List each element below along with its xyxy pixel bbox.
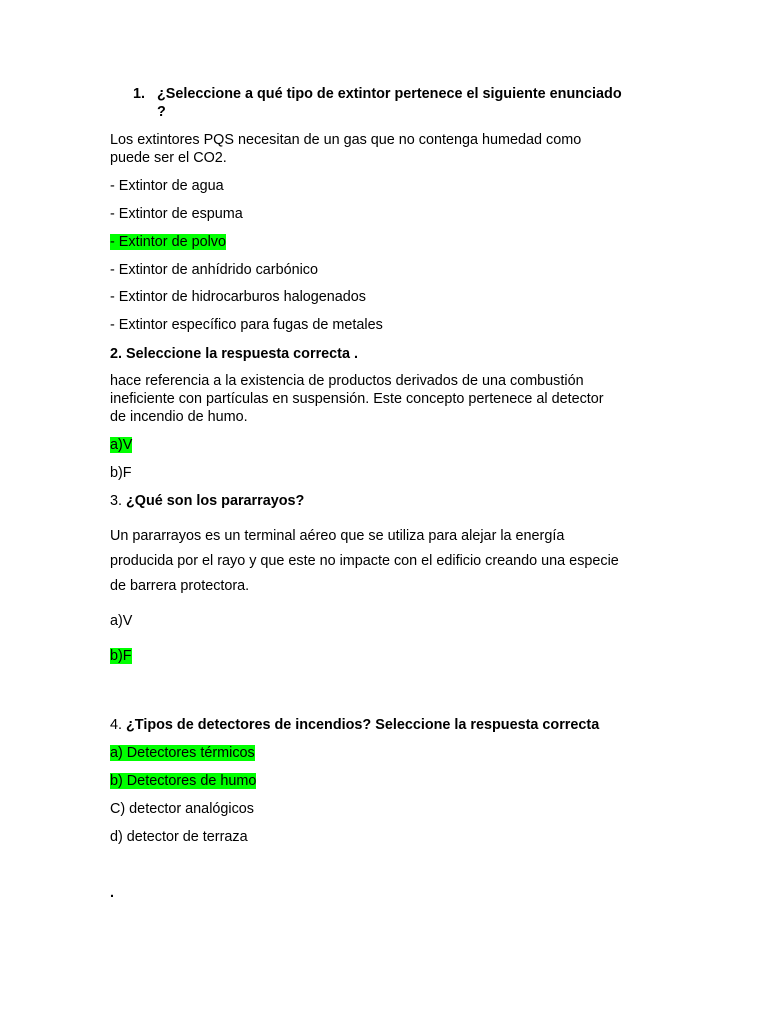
q4-option-b-highlight: b) Detectores de humo: [110, 773, 257, 789]
q4-option-a-correct: [110, 744, 255, 762]
q2-statement-line1: hace referencia a la existencia de productos derivados de una combustión: [110, 373, 584, 389]
q4-option-c: C) detector analógicos: [110, 801, 254, 817]
q1-option-1: - Extintor de agua: [110, 178, 224, 194]
q1-option-5: - Extintor de hidrocarburos halogenados: [110, 289, 366, 305]
q3-statement-line1: Un pararrayos es un terminal aéreo que se utiliza para alejar la energía: [110, 528, 565, 544]
q1-option-3-highlight: - Extintor de polvo: [110, 234, 226, 250]
q3-statement-line2: producida por el rayo y que este no impacte con el edificio creando una especie: [110, 553, 619, 569]
q4-option-b-correct: [110, 772, 256, 790]
q3-option-a: a)V: [110, 613, 133, 629]
q1-option-6: - Extintor específico para fugas de metales: [110, 317, 383, 333]
q3-option-b-correct: [110, 647, 132, 665]
q2-statement-line3: de incendio de humo.: [110, 409, 248, 425]
q2-option-b: b)F: [110, 465, 132, 481]
q1-number: 1.: [133, 86, 146, 102]
trailing-mark: .: [110, 885, 114, 901]
q1-option-4: - Extintor de anhídrido carbónico: [110, 262, 318, 278]
q2-statement-line2: ineficiente con partículas en suspensión. Este concepto pertenece al detector: [110, 391, 604, 407]
q1-option-3-correct: [110, 233, 226, 251]
q3-statement-line3: de barrera protectora.: [110, 578, 250, 594]
q1-question-line2: ?: [157, 104, 166, 120]
q1-question-line1: ¿Seleccione a qué tipo de extintor pertenece el siguiente enunciado: [157, 86, 622, 102]
q2-question: 2. Seleccione la respuesta correcta .: [110, 346, 358, 362]
q1-option-2: - Extintor de espuma: [110, 206, 243, 222]
q1-statement-line1: Los extintores PQS necesitan de un gas que no contenga humedad como: [110, 132, 582, 148]
q4-number: 4.: [110, 717, 126, 733]
q3-option-b-highlight: b)F: [110, 648, 132, 664]
q4-heading: [110, 716, 599, 734]
q3-heading: [110, 492, 304, 510]
q2-option-a-correct: [110, 436, 132, 454]
q4-option-a-highlight: a) Detectores térmicos: [110, 745, 255, 761]
q4-option-d: d) detector de terraza: [110, 829, 248, 845]
q2-option-a-highlight: a)V: [110, 437, 133, 453]
q3-question: ¿Qué son los pararrayos?: [126, 493, 305, 509]
q3-number: 3.: [110, 493, 126, 509]
q1-statement-line2: puede ser el CO2.: [110, 150, 227, 166]
q4-question: ¿Tipos de detectores de incendios? Seleccione la respuesta correcta: [126, 717, 600, 733]
